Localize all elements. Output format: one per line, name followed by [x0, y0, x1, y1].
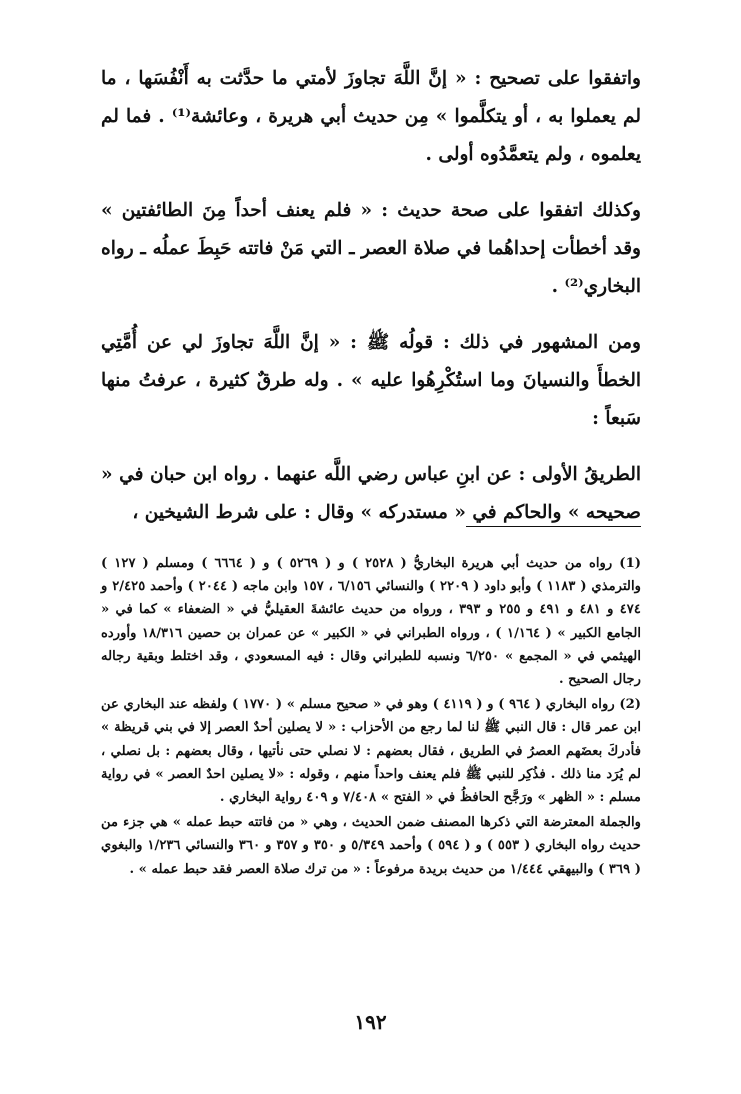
main-text-block	[101, 60, 641, 550]
footnote-1: (1) رواه من حديث أبي هريرة البخاريُّ ( ٢٥٢٨ ) و ( ٥٢٦٩ ) و ( ٦٦٦٤ ) ومسلم ( ١٢٧ ) والترمذي ( ١١٨٣ ) وأبو داود ( ٢٢٠٩ ) والنسائي ٦/١٥٦ ، ١٥٧ وابن ماجه ( ٢٠٤٤ ) وأحمد ٢/٤٢٥ و ٤٧٤ و ٤٨١ و ٤٩١ و ٢٥٥ و ٣٩٣ ، ورواه من حديث عائشةَ العقيليُّ في « الضعفاء » كما في « الجامع الكبير » ( ١/١٦٤ ) ، ورواه الطبراني في « الكبير » عن عمران بن حصين ١٨/٣١٦ وأورده الهيثمي في « المجمع » ٦/٢٥٠ ونسبه للطبراني وقال : فيه المسعودي ، وقد اختلط وبقية رجاله رجال الصحيح .	[101, 556, 642, 688]
page-number: ١٩٢	[354, 1010, 387, 1034]
footnotes	[101, 552, 641, 881]
section-text: عن ابنِ عباس رضي اللَّه عنهما . رواه ابن حبان في « صحيحه » والحاكم في « مستدركه » وقال : على شرط الشيخين ،	[101, 464, 641, 523]
footnote-2-continuation: والجملة المعترضة التي ذكرها المصنف ضمن الحديث ، وهي « من فاتته حبط عمله » هي جزء من حديث رواه البخاري ( ٥٥٣ ) و ( ٥٩٤ ) وأحمد ٥/٣٤٩ و ٣٥٠ و ٣٥٧ و ٣٦٠ والنسائي ١/٢٣٦ والبغوي ( ٣٦٩ ) والبيهقي ١/٤٤٤ من حديث بريدة مرفوعاً : « من ترك صلاة العصر فقد حبط عمله » .	[101, 815, 641, 877]
footnote-2: (2) رواه البخاري ( ٩٦٤ ) و ( ٤١١٩ ) وهو في « صحيح مسلم » ( ١٧٧٠ ) ولفظه عند البخاري عن ابن عمر قال : قال النبي ﷺ لنا لما رجع من الأحزاب : « لا يصلين أحدٌ العصر إلا في بني قريظة » فأدركَ بعضَهم العصرُ في الطريق ، فقال بعضهم : لا نصلي حتى نأتيها ، وقال بعضهم : بل نصلي ، لم يُرَد منا ذلك . فذُكِر للنبي ﷺ فلم يعنف واحداً منهم ، وقوله : «لا يصلين احدٌ العصر » في رواية مسلم : « الظهر » ورَجَّح الحافظُ في « الفتح » ٧/٤٠٨ و ٤٠٩ رواية البخاري .	[101, 697, 642, 806]
section-heading: الطريقُ الأولى :	[518, 464, 641, 485]
footnote-divider	[466, 526, 641, 527]
paragraph-1: واتفقوا على تصحيح : « إنَّ اللَّهَ تجاوزَ لأمتي ما حدَّثت به أَنْفُسَها ، ما لم يعملوا به ، أو يتكلَّموا » مِن حديث أبي هريرة ، وعائشة⁽¹⁾ . فما لم يعلموه ، ولم يتعمَّدُوه أولى .	[101, 68, 641, 165]
paragraph-2: وكذلك اتفقوا على صحة حديث : « فلم يعنف أحداً مِنَ الطائفتين » وقد أخطأت إحداهُما في صلاة العصر ـ التي مَنْ فاتته حَبِطَ عملُه ـ رواه البخاري⁽²⁾ .	[101, 200, 641, 297]
paragraph-4	[101, 456, 641, 532]
paragraph-3: ومن المشهور في ذلك : قولُه ﷺ : « إنَّ اللَّهَ تجاوزَ لي عن أُمَّتِي الخطأَ والنسيانَ وما استُكْرِهُوا عليه » . وله طرقٌ كثيرة ، عرفتُ منها سَبعاً :	[101, 332, 641, 429]
body-text	[101, 60, 641, 532]
